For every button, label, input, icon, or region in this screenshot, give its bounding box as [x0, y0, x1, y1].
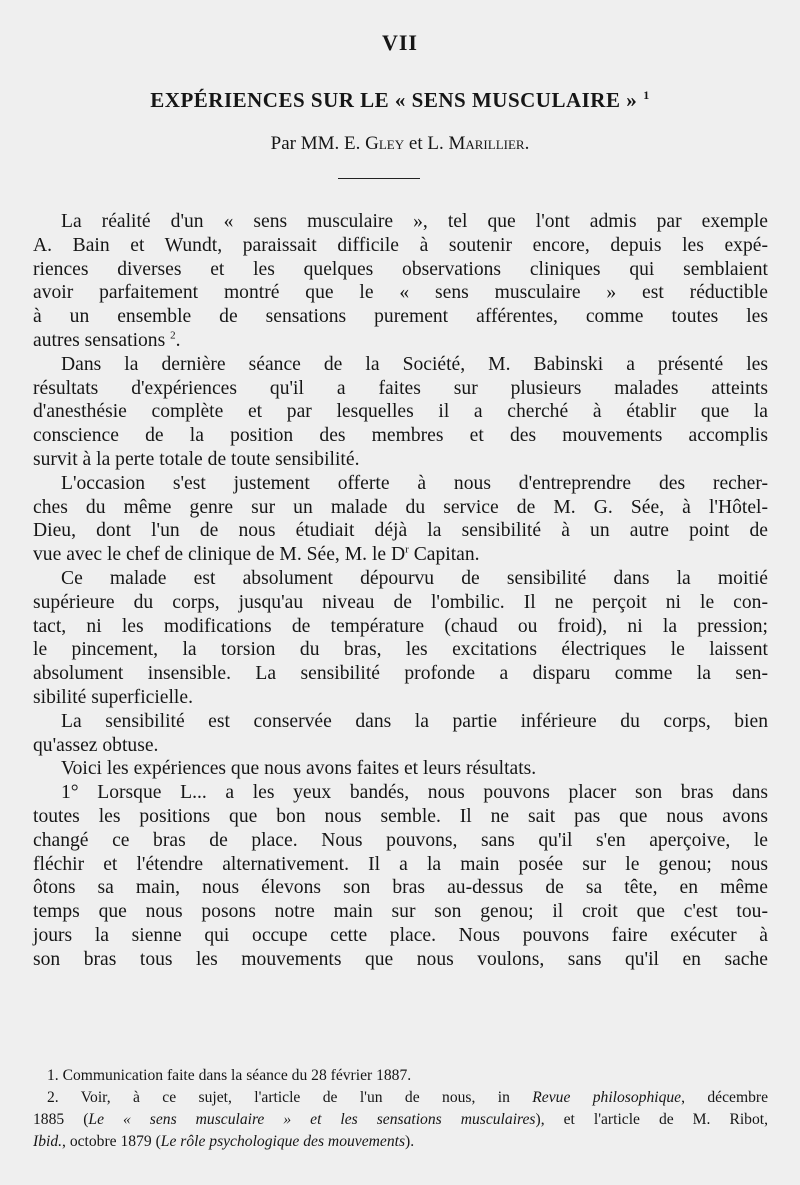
article-body	[33, 210, 768, 972]
body-line: supérieure du corps, jusqu'au niveau de l'ombilic. Il ne perçoit ni le con-	[33, 591, 768, 613]
body-line: La réalité d'un « sens musculaire », tel que l'ont admis par exemple	[61, 211, 768, 232]
ibid: Ibid.	[33, 1133, 63, 1150]
footnote-2-text: 2. Voir, à ce sujet, l'article de l'un de nous, in	[47, 1089, 510, 1106]
body-line: temps que nous posons notre main sur son genou; il croit que c'est tou-	[33, 901, 768, 923]
footnote-2-text: 1885 (	[33, 1111, 89, 1128]
footnote-marker-2: 2	[170, 329, 176, 342]
body-line: Ce malade est absolument dépourvu de sensibilité dans la moitié	[61, 567, 768, 589]
body-line: le pincement, la torsion du bras, les excitations électriques le laissent	[33, 639, 768, 661]
body-line: L'occasion s'est justement offerte à nous d'entreprendre des recher-	[61, 472, 768, 494]
footnote-2-line	[33, 1109, 768, 1131]
body-line: toutes les positions que bon nous semble. Il ne sait pas que nous avons	[33, 805, 768, 827]
cited-article-title: Le « sens musculaire » et les sensations musculaires	[88, 1111, 536, 1128]
body-line: Dans la dernière séance de la Société, M. Babinski a présenté les	[61, 353, 768, 375]
body-line: absolument insensible. La sensibilité profonde a disparu comme la sen-	[33, 663, 768, 685]
body-line: avoir parfaitement montré que le « sens musculaire » est réductible	[33, 282, 768, 304]
footnote-2-line	[33, 1131, 768, 1153]
footnotes	[33, 1065, 768, 1153]
body-line: Voici les expériences que nous avons faites et leurs résultats.	[61, 758, 537, 780]
author-marillier: Marillier.	[448, 133, 530, 154]
authors-prefix: Par MM. E.	[270, 133, 361, 154]
title-rule	[338, 178, 420, 179]
body-line: ches du même genre sur un malade du service de M. G. Sée, à l'Hôtel-	[33, 496, 768, 518]
body-line: d'anesthésie complète et par lesquelles il a cherché à établir que la	[33, 401, 768, 423]
footnote-2-text: ), et l'article de M. Ribot,	[535, 1111, 769, 1128]
body-line: résultats d'expériences qu'il a faites sur plusieurs malades atteints	[33, 377, 768, 399]
body-line: riences diverses et les quelques observations cliniques qui semblaient	[33, 258, 768, 280]
body-line: Dieu, dont l'un de nous étudiait déjà la sensibilité à un autre point de	[33, 520, 768, 542]
body-line: La sensibilité est conservée dans la partie inférieure du corps, bien	[61, 710, 768, 732]
body-line: conscience de la position des membres et des mouvements accomplis	[33, 425, 768, 447]
body-line: qu'assez obtuse.	[33, 734, 159, 756]
article-title	[0, 88, 800, 113]
body-line: fléchir et l'étendre alternativement. Il a la main posée sur le genou; nous	[33, 853, 768, 875]
body-line: sibilité superficielle.	[33, 686, 193, 708]
authors-mid: et L.	[408, 133, 444, 154]
cited-article-title: Le rôle psychologique des mouvements	[160, 1133, 406, 1150]
body-line: autres sensations $^2$.	[33, 329, 181, 351]
footnote-1: 1. Communication faite dans la séance du 28 février 1887.	[47, 1067, 412, 1084]
body-line: tact, ni les modifications de température (chaud ou froid), ni la pression;	[33, 615, 768, 637]
article-title-text: EXPÉRIENCES SUR LE « SENS MUSCULAIRE »	[150, 88, 638, 112]
body-line: ôtons sa main, nous élevons son bras au-dessus de sa tête, en même	[33, 877, 768, 899]
body-line: changé ce bras de place. Nous pouvons, sans qu'il s'en aperçoive, le	[33, 829, 768, 851]
body-line	[33, 543, 768, 567]
body-line: son bras tous les mouvements que nous voulons, sans qu'il en sache	[33, 948, 768, 970]
body-line-text: vue avec le chef de clinique de M. Sée, M. le D	[33, 544, 406, 566]
doctor-superscript: r	[405, 543, 409, 556]
author-gley: Gley	[365, 133, 405, 154]
footnote-2-line	[33, 1087, 768, 1109]
journal-title: Revue philosophique	[532, 1089, 682, 1106]
body-line: à un ensemble de sensations purement afférentes, comme toutes les	[33, 306, 768, 328]
body-line: 1° Lorsque L... a les yeux bandés, nous pouvons placer son bras dans	[61, 782, 768, 804]
body-line-text: autres sensations	[33, 329, 166, 351]
article-authors	[0, 133, 800, 155]
capitan-name: Capitan.	[408, 544, 480, 566]
footnote-2-text: , octobre 1879 (	[62, 1133, 161, 1150]
footnote-2-text: , décembre	[681, 1089, 768, 1106]
title-footnote-marker: 1	[643, 88, 650, 102]
body-line: survit à la perte totale de toute sensibilité.	[33, 448, 360, 470]
footnote-2-text: ).	[405, 1133, 415, 1150]
chapter-number: VII	[381, 30, 418, 55]
body-line: A. Bain et Wundt, paraissait difficile à soutenir encore, depuis les expé-	[33, 234, 768, 256]
body-line: jours la sienne qui occupe cette place. Nous pouvons faire exécuter à	[33, 924, 768, 946]
